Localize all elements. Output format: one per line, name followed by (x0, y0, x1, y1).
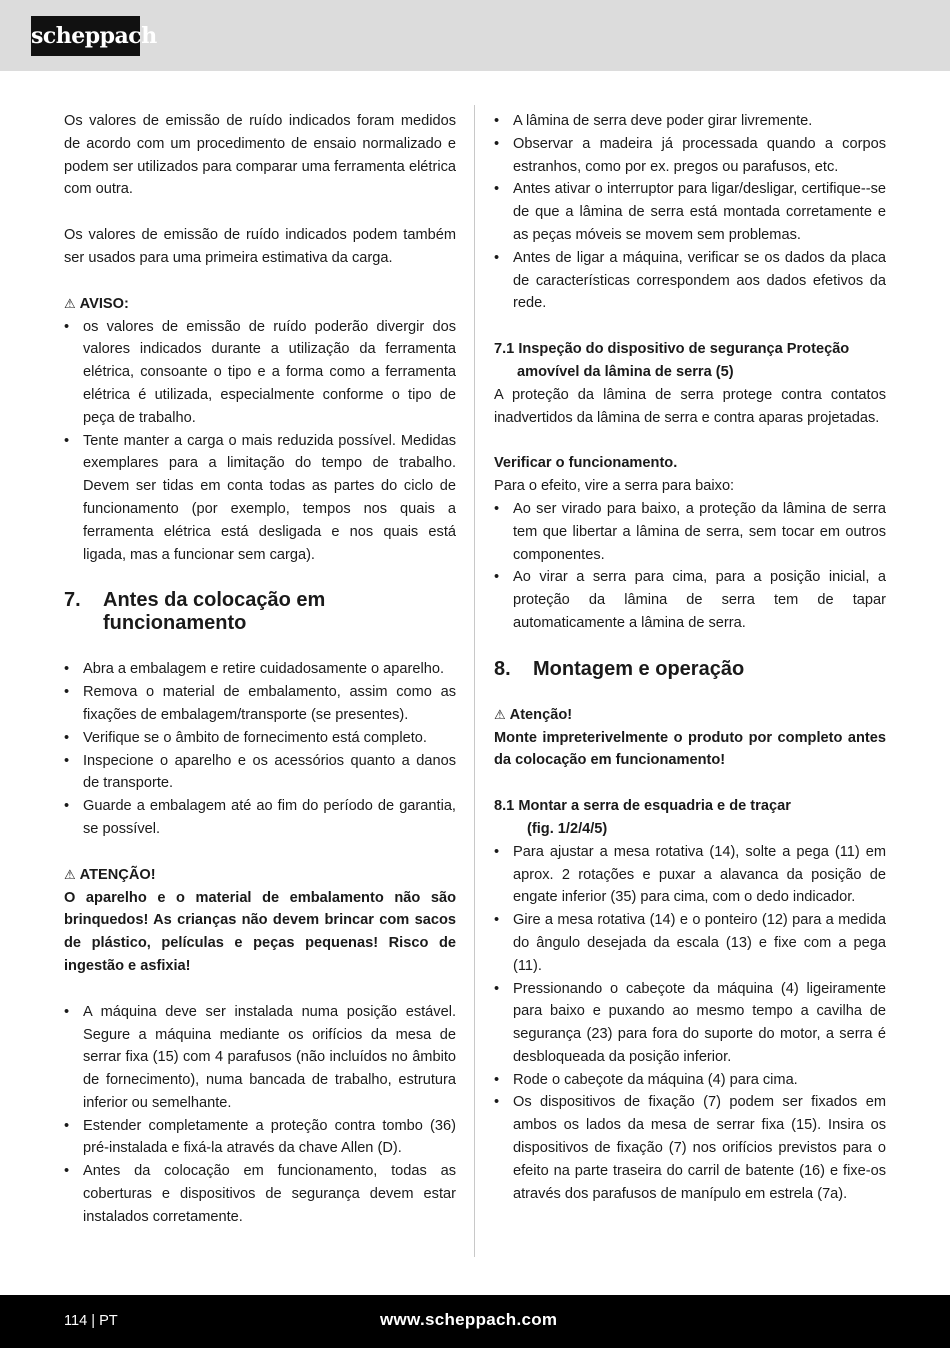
left-column (64, 110, 456, 1229)
attention-heading (64, 864, 456, 887)
installation-list (64, 1001, 456, 1229)
warning-title: AVISO: (79, 295, 129, 312)
scheppach-logo: scheppach (31, 16, 140, 56)
list-item: • Observar a madeira já processada quando a corpos estranhos, como por ex. pregos ou parafusos, etc. (494, 133, 886, 179)
list-item: • Tente manter a carga o mais reduzida possível. Medidas exemplares para a limitação do tempo de trabalho. Devem ser tidas em conta todas as partes do ciclo de funcionamento (por exemplo, tempos nos quais a ferramenta elétrica está desligada e nos quais está ligada, mas a funcionar sem carga). (64, 430, 456, 567)
attention-text: O aparelho e o material de embalamento não são brinquedos! As crianças não devem brincar com sacos de plástico, películas e peças pequenas! Risco de ingestão e asfixia! (64, 889, 456, 974)
subsection-line-1: 8.1 Montar a serra de esquadria e de traçar (494, 798, 791, 815)
right-column (494, 110, 886, 1205)
section-7-heading (64, 589, 456, 635)
section-8-heading (494, 658, 886, 681)
subsection-line-1: 7.1 Inspeção do dispositivo de segurança Proteção (494, 341, 850, 358)
subsection-8-1-heading (494, 795, 886, 841)
list-item: • A lâmina de serra deve poder girar livremente. (494, 110, 886, 133)
list-item: • Ao virar a serra para cima, para a posição inicial, a proteção da lâmina de serra tem de tapar automaticamente a lâmina de serra. (494, 566, 886, 634)
noise-paragraph-1: Os valores de emissão de ruído indicados foram medidos de acordo com um procedimento de ensaio normalizado e podem ser utilizados para comparar uma ferramenta elétrica com outra. (64, 113, 456, 198)
list-item: • Gire a mesa rotativa (14) e o ponteiro (12) para a medida do ângulo desejada da escala (13) e fixe com a pega (11). (494, 909, 886, 977)
section-title: Montagem e operação (533, 657, 745, 680)
page-number-value: 114 (64, 1313, 88, 1329)
warning-triangle-icon: ⚠ (64, 295, 76, 311)
warning-triangle-icon: ⚠ (494, 706, 506, 722)
warning-triangle-icon: ⚠ (64, 866, 76, 882)
page-separator: | (91, 1313, 96, 1329)
check-list (494, 498, 886, 635)
language-code: PT (99, 1313, 118, 1329)
warning-heading (64, 293, 456, 316)
list-item: • Estender completamente a proteção contra tombo (36) pré-instalada e fixá-la através da chave Allen (D). (64, 1115, 456, 1161)
attention-title: ATENÇÃO! (79, 866, 156, 883)
list-item: • Antes de ligar a máquina, verificar se os dados da placa de características correspondem aos dados efetivos da rede. (494, 247, 886, 315)
list-item: • Verifique se o âmbito de fornecimento está completo. (64, 727, 456, 750)
list-item: • Antes da colocação em funcionamento, todas as coberturas e dispositivos de segurança devem estar instalados corretamente. (64, 1160, 456, 1228)
list-item: • A máquina deve ser instalada numa posição estável. Segure a máquina mediante os orifícios da mesa de serrar fixa (15) com 4 parafusos (não incluídos no âmbito de fornecimento), numa bancada de trabalho, estrutura inferior ou semelhante. (64, 1001, 456, 1115)
footer-bar (0, 1295, 950, 1348)
subsection-line-2: amovível da lâmina de serra (5) (517, 363, 734, 380)
precheck-list (494, 110, 886, 315)
section-number: 7. (64, 589, 81, 612)
attention-heading (494, 704, 886, 727)
column-divider (474, 105, 475, 1257)
noise-paragraph-2: Os valores de emissão de ruído indicados podem também ser usados para uma primeira estimativa da carga. (64, 227, 456, 266)
warning-list (64, 316, 456, 567)
list-item: • Antes ativar o interruptor para ligar/desligar, certifique--se de que a lâmina de serra está montada corretamente e as peças móveis se movem sem problemas. (494, 178, 886, 246)
attention-text: Monte impreterivelmente o produto por completo antes da colocação em funcionamento! (494, 729, 886, 769)
guard-paragraph: A proteção da lâmina de serra protege contra contatos inadvertidos da lâmina de serra e contra aparas projetadas. (494, 386, 886, 426)
list-item: • Guarde a embalagem até ao fim do período de garantia, se possível. (64, 795, 456, 841)
subsection-7-1-heading (494, 338, 886, 384)
unpacking-list (64, 658, 456, 840)
header-bar (0, 0, 950, 71)
list-item: • Rode o cabeçote da máquina (4) para cima. (494, 1069, 886, 1092)
website-url: www.scheppach.com (380, 1310, 558, 1329)
list-item: • Inspecione o aparelho e os acessórios quanto a danos de transporte. (64, 750, 456, 796)
list-item: • Abra a embalagem e retire cuidadosamente o aparelho. (64, 658, 456, 681)
assembly-list (494, 841, 886, 1206)
list-item: • Ao ser virado para baixo, a proteção da lâmina de serra tem que libertar a lâmina de serra, sem tocar em outros componentes. (494, 498, 886, 566)
check-heading: Verificar o funcionamento. (494, 455, 678, 472)
attention-title: Atenção! (509, 706, 573, 723)
page-number (64, 1311, 118, 1331)
list-item: • Pressionando o cabeçote da máquina (4) ligeiramente para baixo e puxando ao mesmo tempo a cavilha de segurança (23) para fora do suporte do motor, a serra é desbloqueada da posição inferior. (494, 978, 886, 1069)
list-item: • os valores de emissão de ruído poderão divergir dos valores indicados durante a utilização da ferramenta elétrica, consoante o tipo e a forma como a ferramenta elétrica é utilizada, especialmente conforme o tipo de peça de trabalho. (64, 316, 456, 430)
subsection-line-2: (fig. 1/2/4/5) (527, 820, 608, 837)
section-title: Antes da colocação em funcionamento (103, 589, 326, 635)
section-number: 8. (494, 657, 511, 680)
check-intro: Para o efeito, vire a serra para baixo: (494, 478, 735, 495)
list-item: • Para ajustar a mesa rotativa (14), solte a pega (11) em aprox. 2 rotações e puxar a alavanca da posição de engate inferior (35) para cima, com o dedo indicador. (494, 841, 886, 909)
list-item: • Remova o material de embalamento, assim como as fixações de embalagem/transporte (se presentes). (64, 681, 456, 727)
list-item: • Os dispositivos de fixação (7) podem ser fixados em ambos os lados da mesa de serrar fixa (15). Insira os dispositivos de fixação (7) nos orifícios previstos para o efeito na parte traseira do carril de batente (16) e fixe-os através dos parafusos de manípulo em estrela (7a). (494, 1091, 886, 1205)
